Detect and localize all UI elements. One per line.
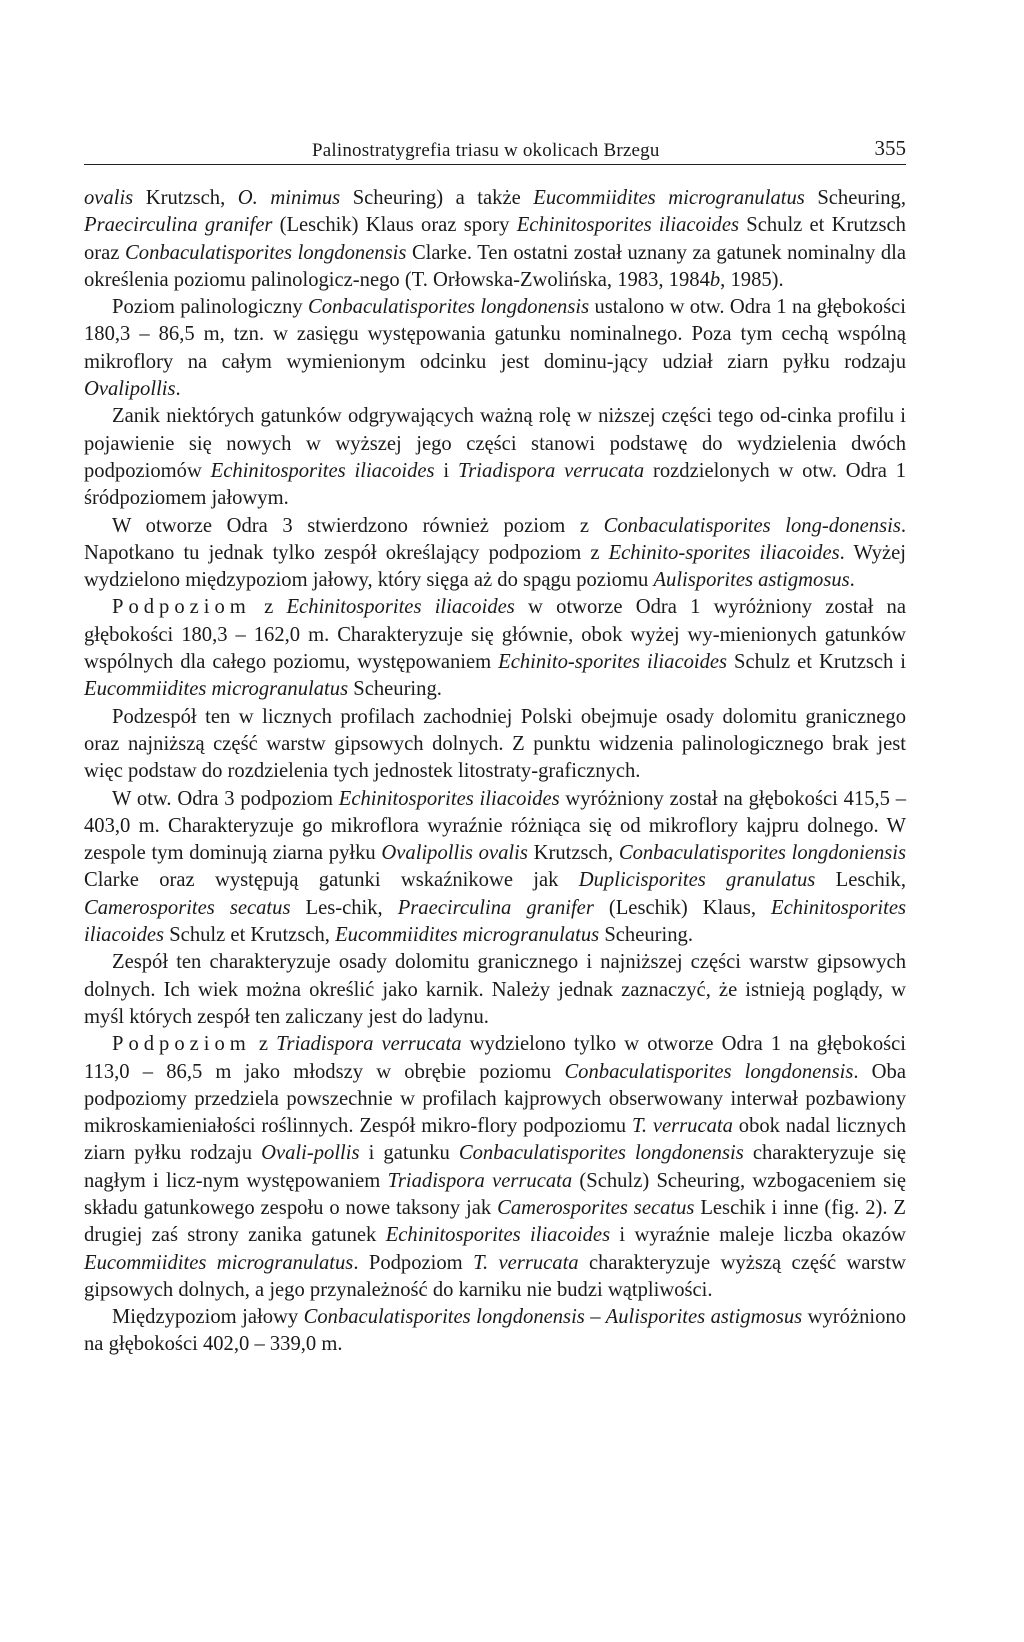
text-run: i [434,459,458,482]
italic-taxon: Aulisporites astigmosus [653,569,850,592]
italic-taxon: Echinitosporites iliacoides [516,214,740,237]
text-run: wyróżniono na głębokości 402,0 – 339,0 m. [84,1306,906,1356]
italic-taxon: Conbaculatisporites longdoniensis [618,842,907,865]
journal-page [84,130,906,1359]
italic-taxon: O. minimus [237,187,341,209]
paragraph [84,594,906,703]
text-run: W otw. Odra 3 podpoziom [112,787,339,810]
text-run: w otworze Odra 1 wyróżniony został na głębokości 180,3 – 162,0 m. Charakteryzuje się głównie, obok wyżej wy-mienionych gatunków wspólnych dla całego poziomu, występowaniem [84,596,906,674]
text-run: Scheuring) a także [340,187,534,209]
text-run: Międzypoziom jałowy [112,1306,304,1329]
paragraph [84,513,906,595]
text-run: . Oba podpoziomy przedziela powszechnie w profilach kajprowych obserwowany interwał pozbawiony mikroskamieniałości roślinnych. Zespół mikro-flory podpoziomu [84,1060,906,1138]
running-title: Palinostratygrefia triasu w okolicach Brzegu [312,140,660,161]
text-run: Krutzsch, [527,842,619,865]
text-run: obok nadal licznych ziarn pyłku rodzaju [84,1115,906,1165]
text-run: Zespół ten charakteryzuje osady dolomitu granicznego i najniższej części warstw gipsowych dolnych. Ich wiek można określić jako karnik. Należy jednak zaznaczyć, że istnieją poglądy, w myśl których zespół ten zaliczany jest do ladynu. [84,951,906,1028]
italic-taxon: Eucommiidites microgranulatus [84,678,349,701]
text-run: (Leschik) Klaus, [593,896,771,919]
spaced-term: Podpoziom [112,1033,251,1056]
italic-taxon: T. verrucata [631,1115,733,1138]
italic-taxon: Echinitosporites iliacoides [286,596,515,619]
italic-taxon: Ovali-pollis [261,1142,360,1165]
italic-taxon: Conbaculatisporites longdonensis – Aulisporites astigmosus [303,1306,803,1329]
text-run: (Schulz) Scheuring, wzbogaceniem się składu gatunkowego zespołu o nowe taksony jak [84,1169,906,1219]
text-run: . Podpoziom [353,1251,474,1274]
text-run: Clarke oraz występują gatunki wskaźnikowe jak [84,869,579,892]
italic-taxon: T. verrucata [473,1251,579,1274]
italic-taxon: Echinitosporites iliacoides [385,1224,611,1247]
text-run: i wyraźnie maleje liczba okazów [610,1224,907,1247]
text-run: , 1985). [720,268,784,291]
paragraph [84,786,906,950]
italic-taxon: Camerosporites secatus [84,896,291,919]
italic-taxon: Triadispora verrucata [387,1169,573,1192]
italic-taxon: Conbaculatisporites longdonensis [564,1060,854,1083]
text-run: charakteryzuje się nagłym i licz-nym występowaniem [84,1142,906,1192]
text-run: Les-chik, [290,896,398,919]
italic-taxon: Conbaculatisporites longdonensis [458,1142,744,1165]
text-run: Clarke. Ten ostatni został uznany za gatunek nominalny dla określenia poziomu palinologicz-nego (T. Orłowska-Zwolińska, 1983, 1984 [84,241,907,291]
text-run: z [250,1033,277,1056]
italic-taxon: Triadispora verrucata [276,1033,462,1056]
text-run: (Leschik) Klaus oraz spory [272,214,517,237]
italic-taxon: Triadispora verrucata [457,459,645,482]
italic-taxon: Conbaculatisporites longdonensis [125,241,407,264]
article-body [84,185,906,1359]
text-run: Podzespół ten w licznych profilach zachodniej Polski obejmuje osady dolomitu granicznego oraz najniższą część warstw gipsowych dolnych. Z punktu widzenia palinologicznego brak jest więc podstaw do rozdzielenia tych jednostek litostraty-graficznych. [84,705,906,783]
text-run: i gatunku [359,1142,459,1165]
paragraph [84,1304,906,1359]
text-run: Leschik, [815,869,906,892]
text-run: Schulz et Krutzsch oraz [84,214,906,264]
text-run: Scheuring. [348,678,442,701]
italic-taxon: Praecirculina granifer [397,896,594,919]
italic-taxon: ovalis [84,187,134,209]
text-run: Schulz et Krutzsch, [164,924,336,947]
text-run: Schulz et Krutzsch i [727,651,906,674]
paragraph [84,185,906,294]
text-run: Scheuring. [599,924,693,947]
text-run: Krutzsch, [133,187,238,209]
italic-taxon: Eucommiidites microgranulatus [84,1251,354,1274]
text-run: charakteryzuje wyższą część warstw gipsowych dolnych, a jego przynależność do karniku nie budzi wątpliwości. [84,1251,906,1301]
text-run: . Wyżej wydzielono międzypoziom jałowy, który sięga aż do spągu poziomu [84,541,906,592]
text-run: . [175,378,181,401]
paragraph [84,704,906,786]
paragraph [84,294,906,403]
italic-taxon: Conbaculatisporites long-donensis [603,514,901,537]
italic-taxon: Echinito-sporites iliacoides [608,541,840,564]
italic-taxon: Ovalipollis [84,378,176,401]
text-run: rozdzielonych w otw. Odra 1 śródpoziomem jałowym. [84,459,906,510]
running-header [84,130,906,165]
text-run: Poziom palinologiczny [112,296,309,319]
paragraph [84,949,906,1031]
text-run: Zanik niektórych gatunków odgrywających ważną rolę w niższej części tego od-cinka profilu i pojawienie się nowych w wyższej jego części stanowi podstawę do wydzielenia dwóch podpoziomów [84,405,906,482]
italic-taxon: Echinitosporites iliacoides [338,787,560,810]
text-run: Scheuring, [804,187,906,209]
paragraph [84,403,906,512]
paragraph [84,1031,906,1304]
text-run: . Napotkano tu jednak tylko zespół określający podpoziom z [84,514,906,564]
italic-taxon: Conbaculatisporites longdonensis [308,296,590,319]
italic-taxon: Camerosporites secatus [497,1196,695,1219]
text-run: W otworze Odra 3 stwierdzono również poziom z [112,514,604,537]
italic-taxon: Echinitosporites iliacoides [84,896,906,947]
spaced-term: Podpoziom [112,596,251,619]
italic-taxon: Duplicisporites granulatus [578,869,816,892]
italic-taxon: Eucommiidites microgranulatus [335,924,600,947]
italic-taxon: Echinitosporites iliacoides [210,459,435,482]
text-run: z [250,596,287,619]
text-run: . [849,569,855,592]
italic-taxon: Praecirculina granifer [84,214,273,237]
italic-taxon: Eucommiidites microgranulatus [533,187,805,209]
text-run: wyróżniony został na głębokości 415,5 – 403,0 m. Charakteryzuje go mikroflora wyraźnie różniąca się od mikroflory kajpru dolnego. W zespole tym dominują ziarna pyłku [84,787,907,865]
text-run: Leschik i inne (fig. 2). Z drugiej zaś strony zanika gatunek [84,1196,906,1247]
italic-taxon: b [709,268,721,291]
page-number: 355 [874,136,906,160]
text-run: ustalono w otw. Odra 1 na głębokości 180,3 – 86,5 m, tzn. w zasięgu występowania gatunku nominalnego. Poza tym cechą wspólną mikroflory na całym wymienionym odcinku jest dominu-jący udział ziarn pyłku rodzaju [84,296,906,373]
text-run: wydzielono tylko w otworze Odra 1 na głębokości 113,0 – 86,5 m jako młodszy w obrębie poziomu [84,1033,906,1083]
italic-taxon: Ovalipollis ovalis [381,842,528,865]
italic-taxon: Echinito-sporites iliacoides [498,651,728,674]
